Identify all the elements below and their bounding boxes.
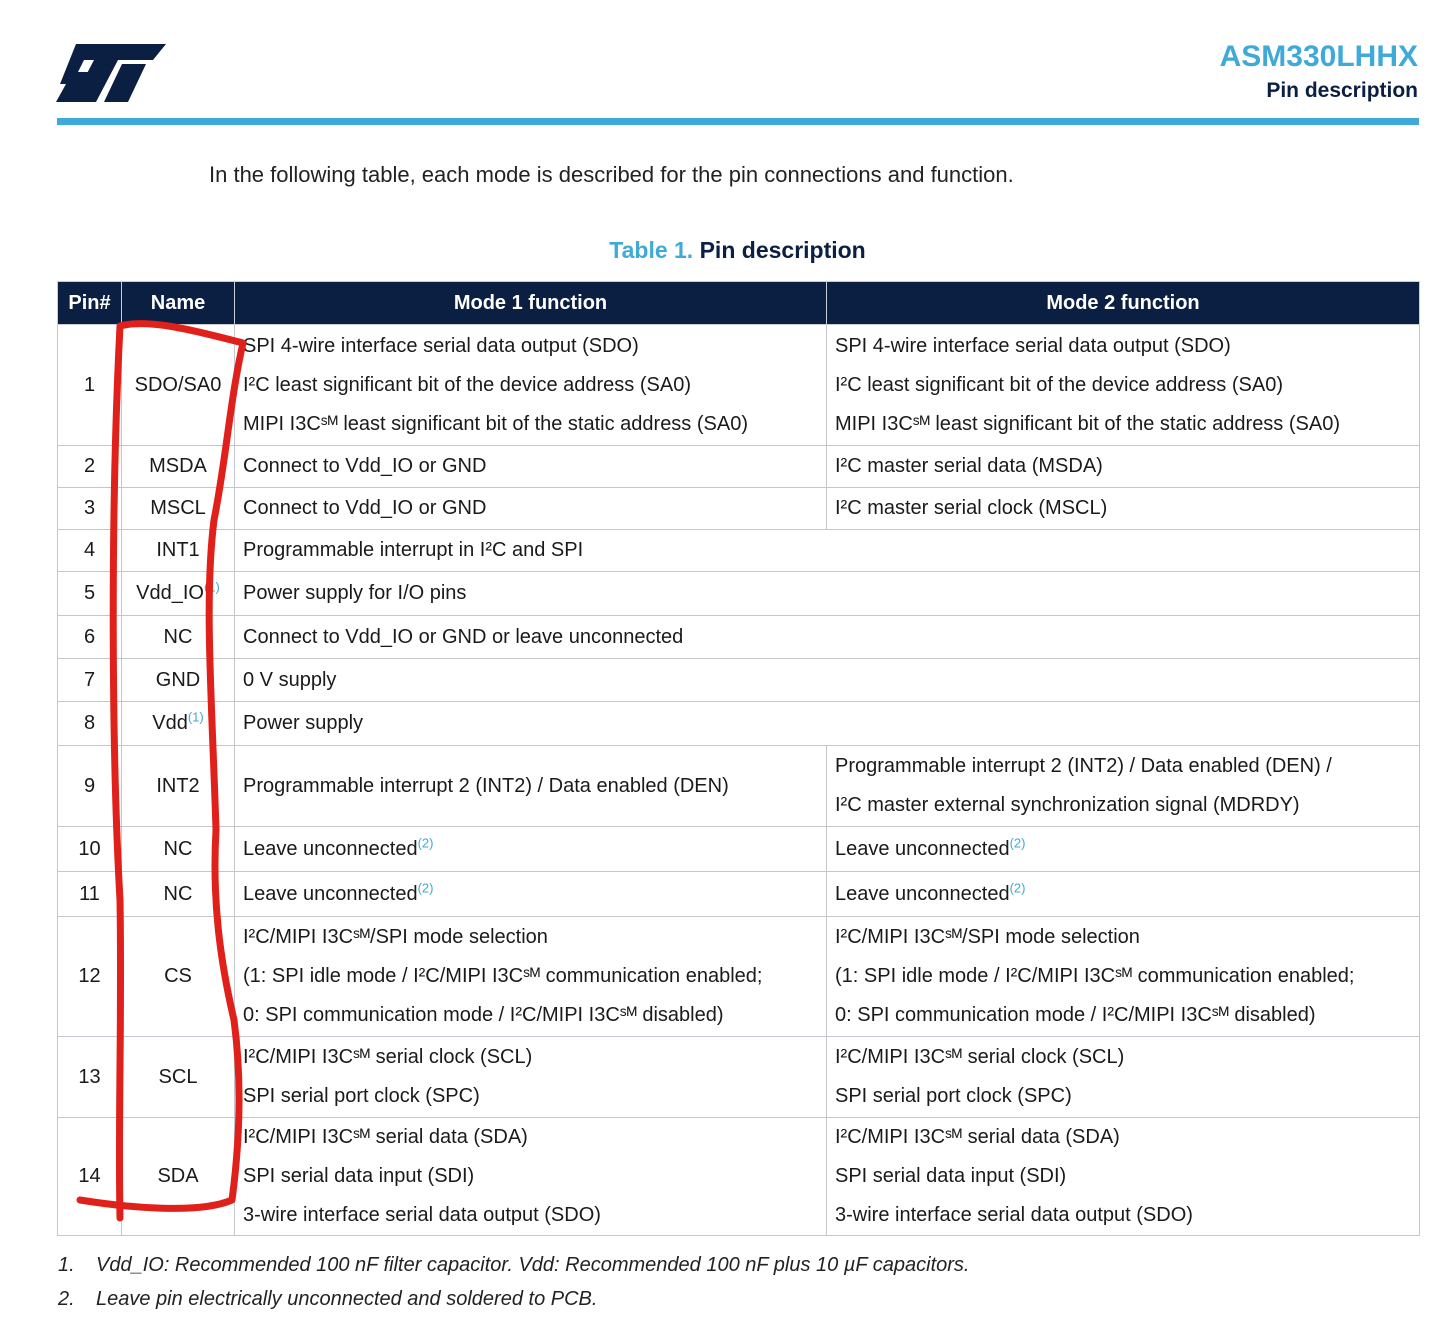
function-line <box>243 996 818 1035</box>
footnote-text: Leave pin electrically unconnected and soldered to PCB. <box>96 1287 598 1310</box>
pin-name-text: MSCL <box>150 497 206 519</box>
function-text: Leave unconnected <box>835 882 1010 905</box>
function-line <box>243 618 1411 657</box>
function-line <box>835 918 1411 957</box>
col-header-mode1: Mode 1 function <box>235 282 827 325</box>
footnote <box>58 1248 969 1282</box>
table-row <box>58 872 1420 917</box>
footnotes <box>58 1248 969 1316</box>
function-line <box>243 918 818 957</box>
pin-name-text: MSDA <box>149 455 207 477</box>
pin-name-text: INT2 <box>156 774 200 797</box>
function-text: Connect to Vdd_IO or GND <box>243 497 487 519</box>
mode1-function <box>235 1037 827 1118</box>
function-text: Leave unconnected <box>835 837 1010 860</box>
pin-number: 10 <box>58 827 122 872</box>
mode2-function <box>827 746 1420 827</box>
pin-number: 11 <box>58 872 122 917</box>
function-line <box>835 327 1411 366</box>
function-line <box>835 1077 1411 1116</box>
pin-name <box>122 746 235 827</box>
pin-name-text: SCL <box>158 1065 198 1088</box>
pin-name <box>122 872 235 917</box>
mode2-function <box>827 488 1420 530</box>
pin-name-text: INT1 <box>156 539 200 561</box>
function-text: 3-wire interface serial data output (SDO) <box>835 1204 1193 1226</box>
doc-title: ASM330LHHX <box>1219 40 1418 73</box>
table-header-row <box>58 282 1420 325</box>
pin-name <box>122 917 235 1037</box>
function-text: I²C/MIPI I3Cˢᴹ serial clock (SCL) <box>835 1046 1125 1068</box>
function-text: Leave unconnected <box>243 837 418 860</box>
pin-name-text: Vdd <box>152 712 188 734</box>
footnote-ref[interactable]: (1) <box>187 709 204 725</box>
pin-name <box>122 702 235 746</box>
mode1-function <box>235 446 827 488</box>
function-text: SPI serial data input (SDI) <box>243 1165 475 1187</box>
function-line <box>835 1196 1411 1235</box>
pin-number: 14 <box>58 1118 122 1236</box>
pin-number: 12 <box>58 917 122 1037</box>
function-line <box>243 767 818 806</box>
pin-name <box>122 572 235 616</box>
function-text: SPI 4-wire interface serial data output (SDO) <box>243 334 639 357</box>
pin-number: 8 <box>58 702 122 746</box>
footnote-ref[interactable]: (2) <box>417 879 434 895</box>
function-text: SPI serial data input (SDI) <box>835 1165 1067 1187</box>
function-line <box>835 405 1411 444</box>
function-text: MIPI I3Cˢᴹ least significant bit of the static address (SA0) <box>243 412 748 435</box>
caption-number: Table 1. <box>609 237 694 263</box>
table-row <box>58 659 1420 702</box>
table-row <box>58 530 1420 572</box>
function-line <box>243 447 818 486</box>
pin-table-body <box>58 325 1420 1236</box>
pin-name <box>122 530 235 572</box>
function-line <box>835 786 1411 825</box>
function-line <box>243 531 1411 570</box>
pin-number: 6 <box>58 616 122 659</box>
table-row <box>58 446 1420 488</box>
pin-number: 7 <box>58 659 122 702</box>
table-row <box>58 827 1420 872</box>
col-header-pin: Pin# <box>58 282 122 325</box>
pin-number: 13 <box>58 1037 122 1118</box>
table-row <box>58 917 1420 1037</box>
function-text: Connect to Vdd_IO or GND <box>243 455 487 477</box>
pin-name-text: NC <box>163 882 193 905</box>
function-text: I²C least significant bit of the device address (SA0) <box>243 373 691 396</box>
mode1-function <box>235 827 827 872</box>
pin-name <box>122 827 235 872</box>
mode2-function <box>827 917 1420 1037</box>
function-line <box>243 875 818 914</box>
pin-name <box>122 659 235 702</box>
pin-name-text: GND <box>155 668 201 691</box>
mode1-function <box>235 488 827 530</box>
pin-number: 4 <box>58 530 122 572</box>
doc-section: Pin description <box>1266 79 1418 102</box>
table-row <box>58 1118 1420 1236</box>
function-text: I²C/MIPI I3Cˢᴹ serial data (SDA) <box>243 1126 528 1148</box>
function-text: SPI serial port clock (SPC) <box>243 1085 480 1107</box>
intro-text: In the following table, each mode is described for the pin connections and function. <box>209 162 1014 187</box>
function-line <box>835 830 1411 869</box>
function-text: I²C least significant bit of the device address (SA0) <box>835 373 1283 396</box>
function-text: Leave unconnected <box>243 882 418 905</box>
pin-name <box>122 1118 235 1236</box>
mode1-function <box>235 659 1420 702</box>
caption-title: Pin description <box>699 237 866 263</box>
function-line <box>243 327 818 366</box>
function-text: 0: SPI communication mode / I²C/MIPI I3Cˢᴹ disabled) <box>243 1004 724 1026</box>
table-row <box>58 1037 1420 1118</box>
function-text: Programmable interrupt 2 (INT2) / Data enabled (DEN) / <box>835 755 1332 777</box>
function-text: Connect to Vdd_IO or GND or leave unconnected <box>243 625 684 648</box>
function-line <box>243 489 818 528</box>
function-line <box>835 489 1411 528</box>
footnote-number: 1. <box>58 1253 75 1276</box>
function-text: I²C master serial clock (MSCL) <box>835 497 1108 519</box>
pin-name <box>122 325 235 446</box>
function-text: Power supply <box>243 712 364 734</box>
col-header-mode2: Mode 2 function <box>827 282 1420 325</box>
pin-number: 2 <box>58 446 122 488</box>
function-line <box>835 1118 1411 1157</box>
function-line <box>835 875 1411 914</box>
table-row <box>58 488 1420 530</box>
mode1-function <box>235 325 827 446</box>
pin-name-text: Vdd_IO <box>136 582 204 604</box>
footnote-number: 2. <box>58 1287 75 1310</box>
function-line <box>243 957 818 996</box>
footnote-text: Vdd_IO: Recommended 100 nF filter capacitor. Vdd: Recommended 100 nF plus 10 µF capacitors. <box>96 1253 970 1276</box>
function-line <box>243 366 818 405</box>
pin-name-text: SDA <box>157 1165 199 1187</box>
footnote-ref[interactable]: (2) <box>1009 834 1026 850</box>
function-text: Programmable interrupt 2 (INT2) / Data enabled (DEN) <box>243 774 729 797</box>
function-line <box>835 366 1411 405</box>
table-caption <box>0 237 1442 264</box>
mode2-function <box>827 325 1420 446</box>
function-line <box>835 747 1411 786</box>
function-text: Power supply for I/O pins <box>243 582 467 604</box>
function-line <box>243 1077 818 1116</box>
mode1-function <box>235 530 1420 572</box>
function-text: (1: SPI idle mode / I²C/MIPI I3Cˢᴹ communication enabled; <box>835 965 1355 987</box>
function-line <box>243 574 1411 613</box>
col-header-name: Name <box>122 282 235 325</box>
pin-number: 5 <box>58 572 122 616</box>
function-line <box>835 957 1411 996</box>
pin-table <box>57 281 1420 1236</box>
footnote-ref[interactable]: (1) <box>203 579 220 595</box>
table-row <box>58 702 1420 746</box>
function-line <box>243 1118 818 1157</box>
function-line <box>835 1157 1411 1196</box>
mode1-function <box>235 1118 827 1236</box>
function-text: I²C/MIPI I3Cˢᴹ/SPI mode selection <box>243 926 548 948</box>
function-text: 0: SPI communication mode / I²C/MIPI I3Cˢᴹ disabled) <box>835 1004 1316 1026</box>
function-line <box>243 405 818 444</box>
pin-name-text: NC <box>163 625 193 648</box>
function-text: I²C/MIPI I3Cˢᴹ/SPI mode selection <box>835 926 1140 948</box>
st-logo <box>56 42 168 104</box>
function-line <box>835 1038 1411 1077</box>
function-text: SPI 4-wire interface serial data output (SDO) <box>835 334 1231 357</box>
function-text: MIPI I3Cˢᴹ least significant bit of the static address (SA0) <box>835 412 1340 435</box>
function-line <box>835 447 1411 486</box>
pin-name-text: CS <box>164 965 192 987</box>
pin-name <box>122 446 235 488</box>
function-text: 0 V supply <box>243 668 337 691</box>
pin-name <box>122 488 235 530</box>
function-text: Programmable interrupt in I²C and SPI <box>243 539 584 561</box>
mode2-function <box>827 446 1420 488</box>
mode1-function <box>235 746 827 827</box>
mode2-function <box>827 827 1420 872</box>
function-text: (1: SPI idle mode / I²C/MIPI I3Cˢᴹ communication enabled; <box>243 965 763 987</box>
function-text: SPI serial port clock (SPC) <box>835 1085 1072 1107</box>
mode1-function <box>235 702 1420 746</box>
table-row <box>58 572 1420 616</box>
pin-name <box>122 616 235 659</box>
function-text: 3-wire interface serial data output (SDO) <box>243 1204 601 1226</box>
function-text: I²C master serial data (MSDA) <box>835 455 1103 477</box>
pin-number: 1 <box>58 325 122 446</box>
mode1-function <box>235 917 827 1037</box>
function-line <box>243 1038 818 1077</box>
footnote-ref[interactable]: (2) <box>417 834 434 850</box>
mode1-function <box>235 616 1420 659</box>
function-line <box>835 996 1411 1035</box>
function-line <box>243 1196 818 1235</box>
function-line <box>243 1157 818 1196</box>
pin-name-text: NC <box>163 837 193 860</box>
pin-name-text: SDO/SA0 <box>134 373 222 396</box>
function-line <box>243 704 1411 743</box>
footnote-ref[interactable]: (2) <box>1009 879 1026 895</box>
function-line <box>243 830 818 869</box>
function-text: I²C master external synchronization signal (MDRDY) <box>835 794 1300 816</box>
pin-number: 3 <box>58 488 122 530</box>
mode2-function <box>827 872 1420 917</box>
function-line <box>243 661 1411 700</box>
table-row <box>58 325 1420 446</box>
mode2-function <box>827 1037 1420 1118</box>
function-text: I²C/MIPI I3Cˢᴹ serial data (SDA) <box>835 1126 1120 1148</box>
mode1-function <box>235 872 827 917</box>
header-rule <box>57 118 1419 125</box>
footnote <box>58 1282 969 1316</box>
mode1-function <box>235 572 1420 616</box>
function-text: I²C/MIPI I3Cˢᴹ serial clock (SCL) <box>243 1046 533 1068</box>
pin-name <box>122 1037 235 1118</box>
table-row <box>58 746 1420 827</box>
pin-number: 9 <box>58 746 122 827</box>
table-row <box>58 616 1420 659</box>
mode2-function <box>827 1118 1420 1236</box>
